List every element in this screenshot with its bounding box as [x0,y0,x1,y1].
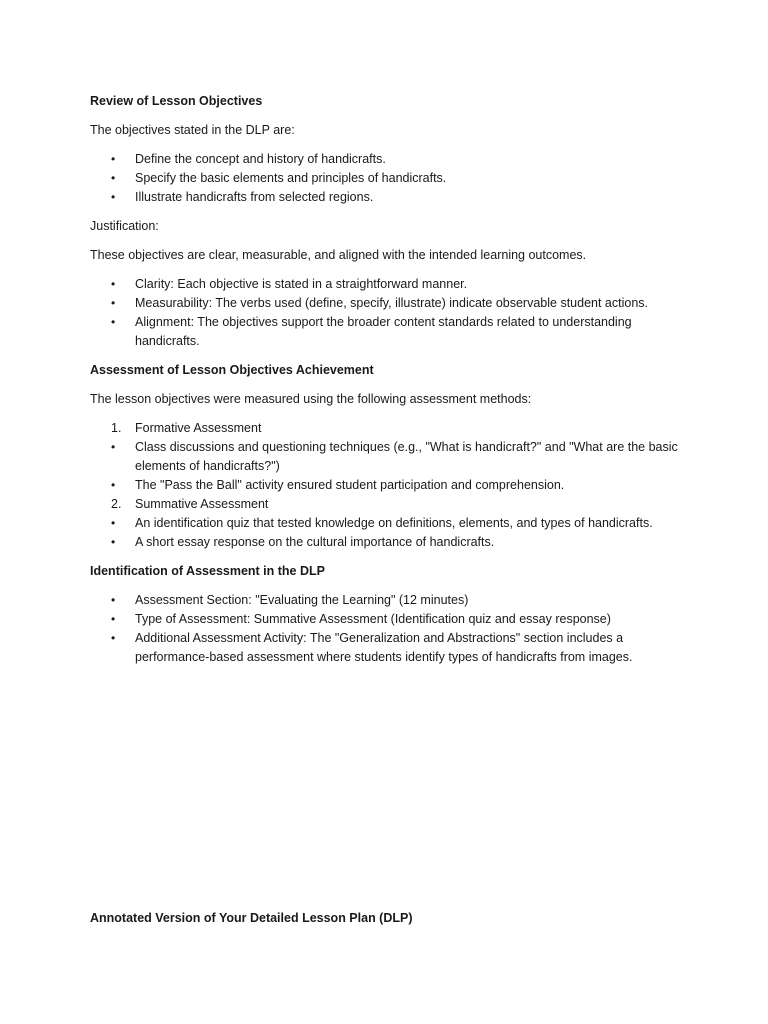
assessment-intro: The lesson objectives were measured using the following assessment methods: [90,392,532,406]
criterion-text: Clarity: Each objective is stated in a straightforward manner. [135,277,468,291]
bullet-marker: • [111,631,116,645]
list-item [90,294,690,313]
document-page [90,92,690,938]
bullet-marker: • [111,315,116,329]
objective-text: Specify the basic elements and principles of handicrafts. [135,171,447,185]
list-marker: 2. [111,497,122,511]
list-item [90,275,690,294]
objectives-list [90,150,690,207]
identification-list [90,591,690,667]
bullet-marker: • [111,612,116,626]
method-text: An identification quiz that tested knowledge on definitions, elements, and types of handicrafts. [135,516,653,530]
list-item [90,533,690,552]
bullet-marker: • [111,171,116,185]
method-text: Class discussions and questioning techniques (e.g., "What is handicraft?" and "What are the basic elements of handicrafts?") [135,440,678,473]
method-text: The "Pass the Ball" activity ensured student participation and comprehension. [135,478,565,492]
identification-text: Type of Assessment: Summative Assessment (Identification quiz and essay response) [135,612,611,626]
bullet-marker: • [111,593,116,607]
list-marker: • [111,535,116,549]
list-item [90,313,690,351]
bullet-marker: • [111,152,116,166]
list-item [90,419,690,438]
justification-text: These objectives are clear, measurable, and aligned with the intended learning outcomes. [90,248,587,262]
review-heading: Review of Lesson Objectives [90,94,263,108]
page-gap [90,677,690,909]
bullet-marker: • [111,190,116,204]
list-item [90,495,690,514]
method-text: Formative Assessment [135,421,262,435]
assessment-methods-list [90,419,690,552]
list-item [90,591,690,610]
list-marker: • [111,478,116,492]
bullet-marker: • [111,277,116,291]
list-item [90,169,690,188]
assessment-heading: Assessment of Lesson Objectives Achievement [90,363,374,377]
list-item [90,629,690,667]
justification-label: Justification: [90,219,159,233]
list-item [90,150,690,169]
criterion-text: Measurability: The verbs used (define, specify, illustrate) indicate observable student actions. [135,296,648,310]
list-item [90,610,690,629]
identification-text: Assessment Section: "Evaluating the Learning" (12 minutes) [135,593,469,607]
list-item [90,438,690,476]
objective-text: Illustrate handicrafts from selected regions. [135,190,374,204]
identification-text: Additional Assessment Activity: The "Generalization and Abstractions" section includes a performance-based assessment where students identify types of handicrafts from images. [135,631,633,664]
list-item [90,188,690,207]
method-text: A short essay response on the cultural importance of handicrafts. [135,535,495,549]
method-text: Summative Assessment [135,497,269,511]
criteria-list [90,275,690,351]
criterion-text: Alignment: The objectives support the broader content standards related to understanding handicrafts. [135,315,632,348]
review-intro: The objectives stated in the DLP are: [90,123,295,137]
bullet-marker: • [111,296,116,310]
annotated-heading: Annotated Version of Your Detailed Lesson Plan (DLP) [90,911,413,925]
list-item [90,476,690,495]
list-marker: • [111,440,116,454]
list-marker: 1. [111,421,122,435]
identification-heading: Identification of Assessment in the DLP [90,564,325,578]
objective-text: Define the concept and history of handicrafts. [135,152,386,166]
list-item [90,514,690,533]
list-marker: • [111,516,116,530]
